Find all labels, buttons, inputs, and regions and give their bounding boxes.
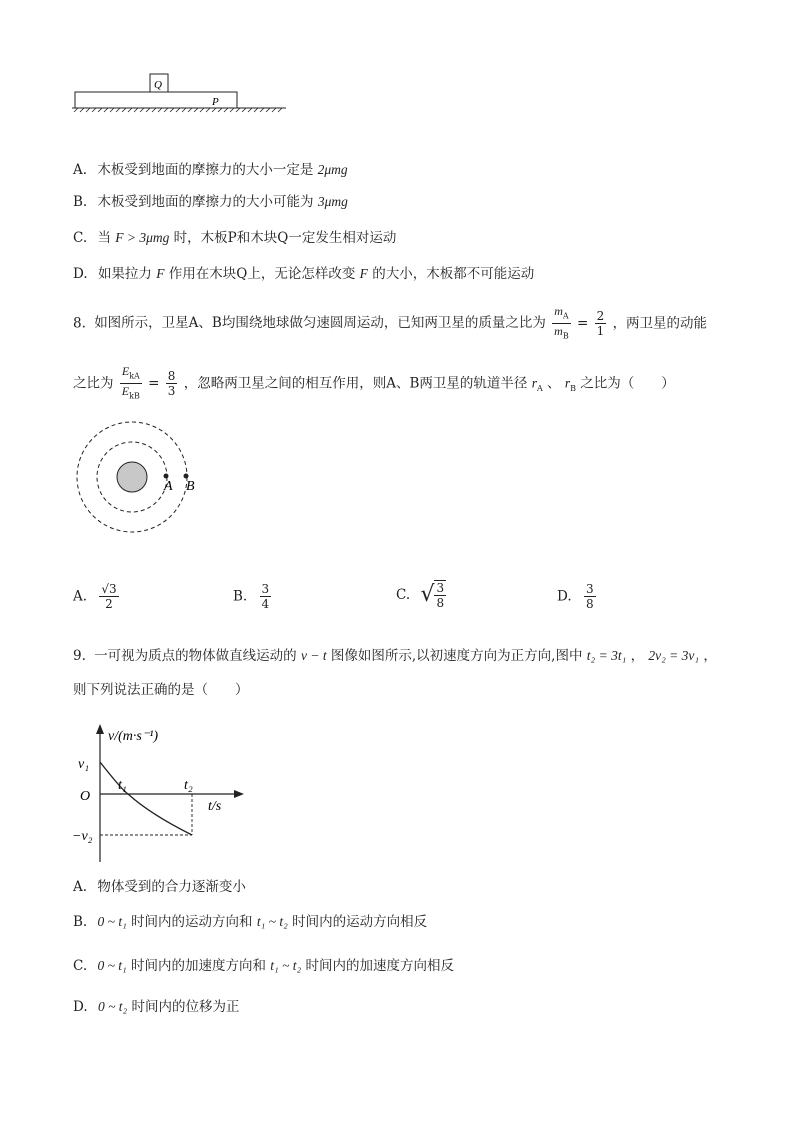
option-math: 2μmg [317, 162, 348, 177]
board-p-label: P [212, 96, 219, 108]
q9-line-1: 9. 一可视为质点的物体做直线运动的 v − t 图像如图所示,以初速度方向为正方向,图中 t₂ = 3t₁ ， 2v₂ = 3v₁ ， [73, 648, 717, 664]
option-f1: F [156, 266, 165, 281]
question-text: ，忽略两卫星之间的相互作用，则A、B两卫星的轨道半径 [183, 375, 528, 392]
y-axis-label: v/(m·s⁻¹) [108, 729, 159, 744]
option-text: 物体受到的合力逐渐变小 [97, 879, 246, 895]
x-axis-arrow [234, 790, 244, 798]
option-fraction: $\frac{√3}{2}$ [101, 582, 117, 611]
option-mid: 作用在木块Q上，无论怎样改变 [168, 266, 356, 282]
q7-option-d [73, 264, 534, 284]
question-text: 则下列说法正确的是（ ） [73, 682, 249, 698]
velocity-curve [100, 762, 192, 835]
option-letter: D. [73, 999, 88, 1015]
option-letter: C. [73, 230, 88, 246]
satellite-a-label: A [164, 479, 173, 494]
option-text: 时间内的运动方向和 [131, 914, 253, 930]
question-text: 图像如图所示,以初速度方向为正方向,图中 [330, 648, 583, 664]
origin-label: O [80, 789, 91, 804]
option-text: 时间内的加速度方向相反 [305, 958, 455, 974]
option-letter: D. [73, 266, 88, 282]
option-letter: A. [73, 162, 88, 178]
q7-option-a [73, 160, 348, 180]
mass-ratio-fraction: $\frac{m_A}{m_B}$ [554, 304, 569, 341]
satellite-a [164, 474, 169, 479]
satellite-b [184, 474, 189, 479]
option-pre: 如果拉力 [97, 266, 152, 282]
question-text: 之比为（ ） [580, 375, 675, 392]
question-text: 一可视为质点的物体做直线运动的 [94, 648, 297, 664]
option-fraction: $\frac{3}{4}$ [261, 582, 270, 611]
option-range: t₁ ~ t₂ [270, 958, 302, 973]
option-text: 时间内的运动方向相反 [292, 914, 428, 930]
q8-line-2: 之比为 $\frac{E_{kA}}{E_{kB}}$ = $\frac{8}{3}$ ，忽略两卫星之间的相互作用，则A、B两卫星的轨道半径 $r_A$ 、 $r_B$ 之比为（ ） [73, 364, 675, 407]
q9-option-a [73, 877, 246, 897]
q9-option-d [73, 997, 239, 1017]
q7-option-b [73, 192, 348, 212]
option-pre: 当 [97, 230, 111, 246]
option-letter: A. [73, 588, 88, 605]
q8-option-b [233, 582, 273, 611]
q9-option-b [73, 912, 427, 932]
option-range: 0 ~ t₂ [97, 999, 128, 1014]
question-number: 9. [73, 648, 86, 664]
y-axis-arrow [96, 724, 104, 734]
option-math: 3μmg [317, 194, 348, 209]
option-letter: B. [233, 588, 248, 605]
orbit-figure [72, 418, 212, 538]
block-board-figure [70, 70, 290, 116]
mass-ratio-value: $\frac{2}{1}$ [596, 309, 605, 339]
option-text: 时间内的加速度方向和 [130, 958, 266, 974]
option-range: t₁ ~ t₂ [256, 914, 288, 929]
option-fraction: $\frac{3}{8}$ [585, 582, 594, 611]
q9-option-c [73, 956, 454, 976]
q8-option-a [73, 582, 121, 611]
option-post: 时，木板P和木块Q一定发生相对运动 [173, 230, 397, 246]
satellite-b-label: B [186, 479, 195, 494]
q7-option-c [73, 228, 396, 248]
q8-option-d [557, 582, 598, 611]
question-number: 8. [73, 315, 86, 332]
ek-ratio-value: $\frac{8}{3}$ [167, 369, 176, 399]
block-q-label: Q [154, 79, 162, 91]
option-range: 0 ~ t₁ [97, 914, 127, 929]
vt-graph [70, 722, 260, 867]
question-text: 如图所示，卫星A、B均围绕地球做匀速圆周运动，已知两卫星的质量之比为 [94, 315, 546, 332]
question-text: 之比为 [73, 375, 114, 392]
option-letter: C. [73, 958, 88, 974]
q8-line-1: 8. 如图所示，卫星A、B均围绕地球做匀速圆周运动，已知两卫星的质量之比为 $\frac{m_A}{m_B}$ = $\frac{2}{1}$ ，两卫星的动能 [73, 304, 707, 344]
option-letter: A. [73, 879, 88, 895]
option-text: 木板受到地面的摩擦力的大小可能为 [97, 194, 314, 210]
sqrt-sign: √ [420, 582, 435, 607]
neg-v2-label: −v₂ [72, 829, 93, 844]
option-letter: C. [396, 587, 411, 603]
x-axis-label: t/s [208, 799, 222, 814]
question-text: ，两卫星的动能 [612, 315, 708, 332]
t2-label: t₂ [184, 778, 193, 793]
ek-ratio-fraction: $\frac{E_{kA}}{E_{kB}}$ [121, 364, 140, 401]
ground-hatching [74, 108, 282, 112]
t1-label: t₁ [118, 778, 127, 793]
option-post: 的大小，木板都不可能运动 [372, 266, 535, 282]
option-f2: F [359, 266, 368, 281]
option-math: F > 3μmg [115, 230, 170, 245]
option-fraction: $\frac{3}{8}$ [436, 581, 445, 610]
option-letter: B. [73, 914, 88, 930]
q8-option-c [396, 580, 448, 610]
option-letter: D. [557, 588, 572, 605]
v1-label: v₁ [78, 757, 90, 772]
q9-line-2 [73, 680, 249, 700]
option-text: 木板受到地面的摩擦力的大小一定是 [97, 162, 314, 178]
option-text: 时间内的位移为正 [131, 999, 240, 1015]
option-letter: B. [73, 194, 88, 210]
earth [117, 462, 147, 492]
option-range: 0 ~ t₁ [97, 958, 127, 973]
